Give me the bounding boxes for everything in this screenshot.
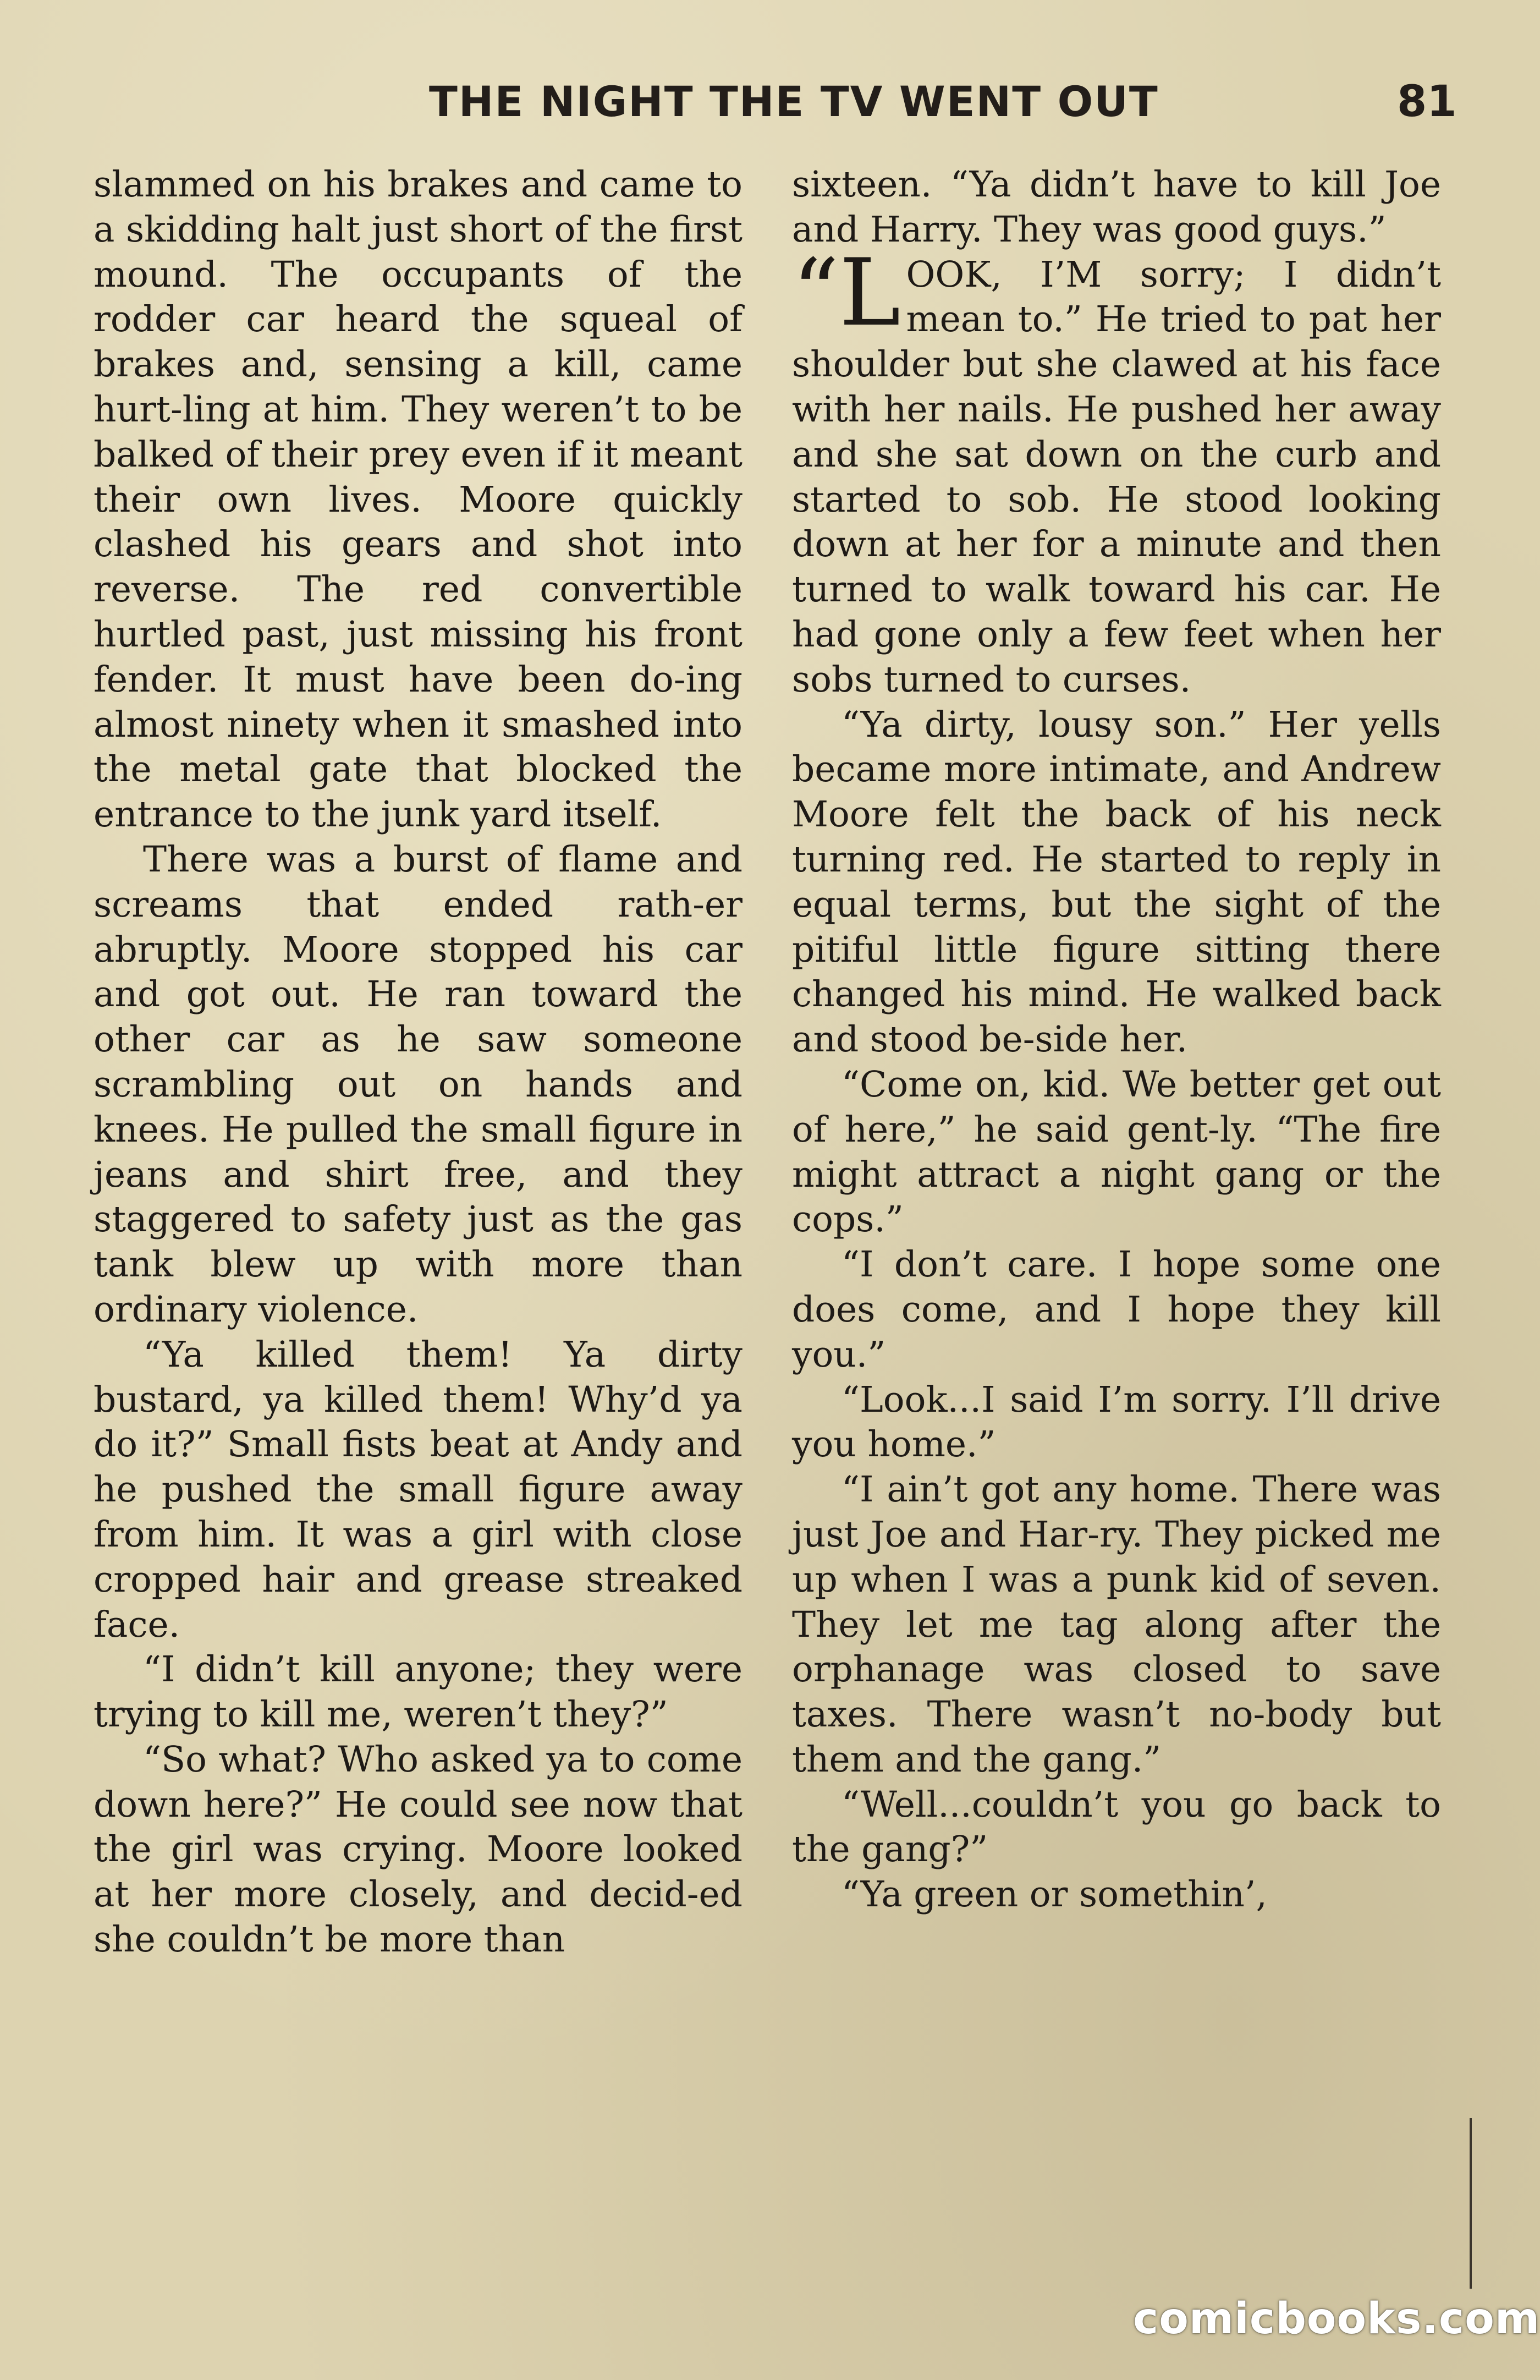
running-title: THE NIGHT THE TV WENT OUT bbox=[429, 77, 1159, 126]
margin-rule bbox=[1470, 2118, 1472, 2289]
story-paragraph: “I didn’t kill anyone; they were trying to kill me, weren’t they?” bbox=[94, 1649, 743, 1736]
story-paragraph: “Well...couldn’t you go back to the gang?” bbox=[792, 1784, 1441, 1871]
section-opening-text: OOK, I’M sorry; I didn’t mean to.” He tried to pat her shoulder but she clawed at his face with her nails. He pushed her away and she sat down on the curb and started to sob. He stood looking down at her for a minute and then turned to walk toward his car. He had gone only a few feet when her sobs turned to curses. bbox=[792, 254, 1441, 700]
story-paragraph: “Ya killed them! Ya dirty bustard, ya killed them! Why’d ya do it?” Small fists beat at Andy and he pushed the small figure away from him. It was a girl with close cropped hair and grease streaked face. bbox=[94, 1334, 743, 1646]
drop-cap: “L bbox=[792, 238, 901, 347]
section-opening-paragraph bbox=[792, 238, 1441, 703]
story-paragraph: “So what? Who asked ya to come down here?” He could see now that the girl was crying. Moore looked at her more closely, and decid-ed she couldn’t be more than bbox=[94, 1739, 743, 1961]
story-paragraph: “Ya dirty, lousy son.” Her yells became more intimate, and Andrew Moore felt the back of his neck turning red. He started to reply in equal terms, but the sight of the pitiful little figure sitting there changed his mind. He walked back and stood be-side her. bbox=[792, 704, 1441, 1061]
site-watermark: comicbooks.com bbox=[1133, 2294, 1540, 2344]
story-paragraph: “Come on, kid. We better get out of here,” he said gent-ly. “The fire might attract a night gang or the cops.” bbox=[792, 1063, 1441, 1241]
right-column bbox=[792, 162, 1441, 1917]
left-column bbox=[94, 162, 743, 1962]
page-number: 81 bbox=[1397, 77, 1457, 127]
story-paragraph: “I ain’t got any home. There was just Joe and Har-ry. They picked me up when I was a punk kid of seven. They let me tag along after the orphanage was closed to save taxes. There wasn’t no-body but them and the gang.” bbox=[792, 1469, 1441, 1780]
story-paragraph: “Look...I said I’m sorry. I’ll drive you home.” bbox=[792, 1379, 1441, 1466]
story-paragraph: “I don’t care. I hope some one does come, and I hope they kill you.” bbox=[792, 1244, 1441, 1375]
story-paragraph: sixteen. “Ya didn’t have to kill Joe and Harry. They was good guys.” bbox=[792, 164, 1441, 250]
story-paragraph: slammed on his brakes and came to a skidding halt just short of the first mound. The occupants of the rodder car heard the squeal of brakes and, sensing a kill, came hurt-ling at him. They weren’t to be balked of their prey even if it meant their own lives. Moore quickly clashed his gears and shot into reverse. The red convertible hurtled past, just missing his front fender. It must have been do-ing almost ninety when it smashed into the metal gate that blocked the entrance to the junk yard itself. bbox=[94, 164, 743, 836]
story-paragraph: There was a burst of flame and screams that ended rath-er abruptly. Moore stopped his car and got out. He ran toward the other car as he saw someone scrambling out on hands and knees. He pulled the small figure in jeans and shirt free, and they staggered to safety just as the gas tank blew up with more than ordinary violence. bbox=[94, 838, 743, 1330]
page-header bbox=[0, 77, 1540, 143]
story-paragraph: “Ya green or somethin’, bbox=[842, 1874, 1267, 1916]
